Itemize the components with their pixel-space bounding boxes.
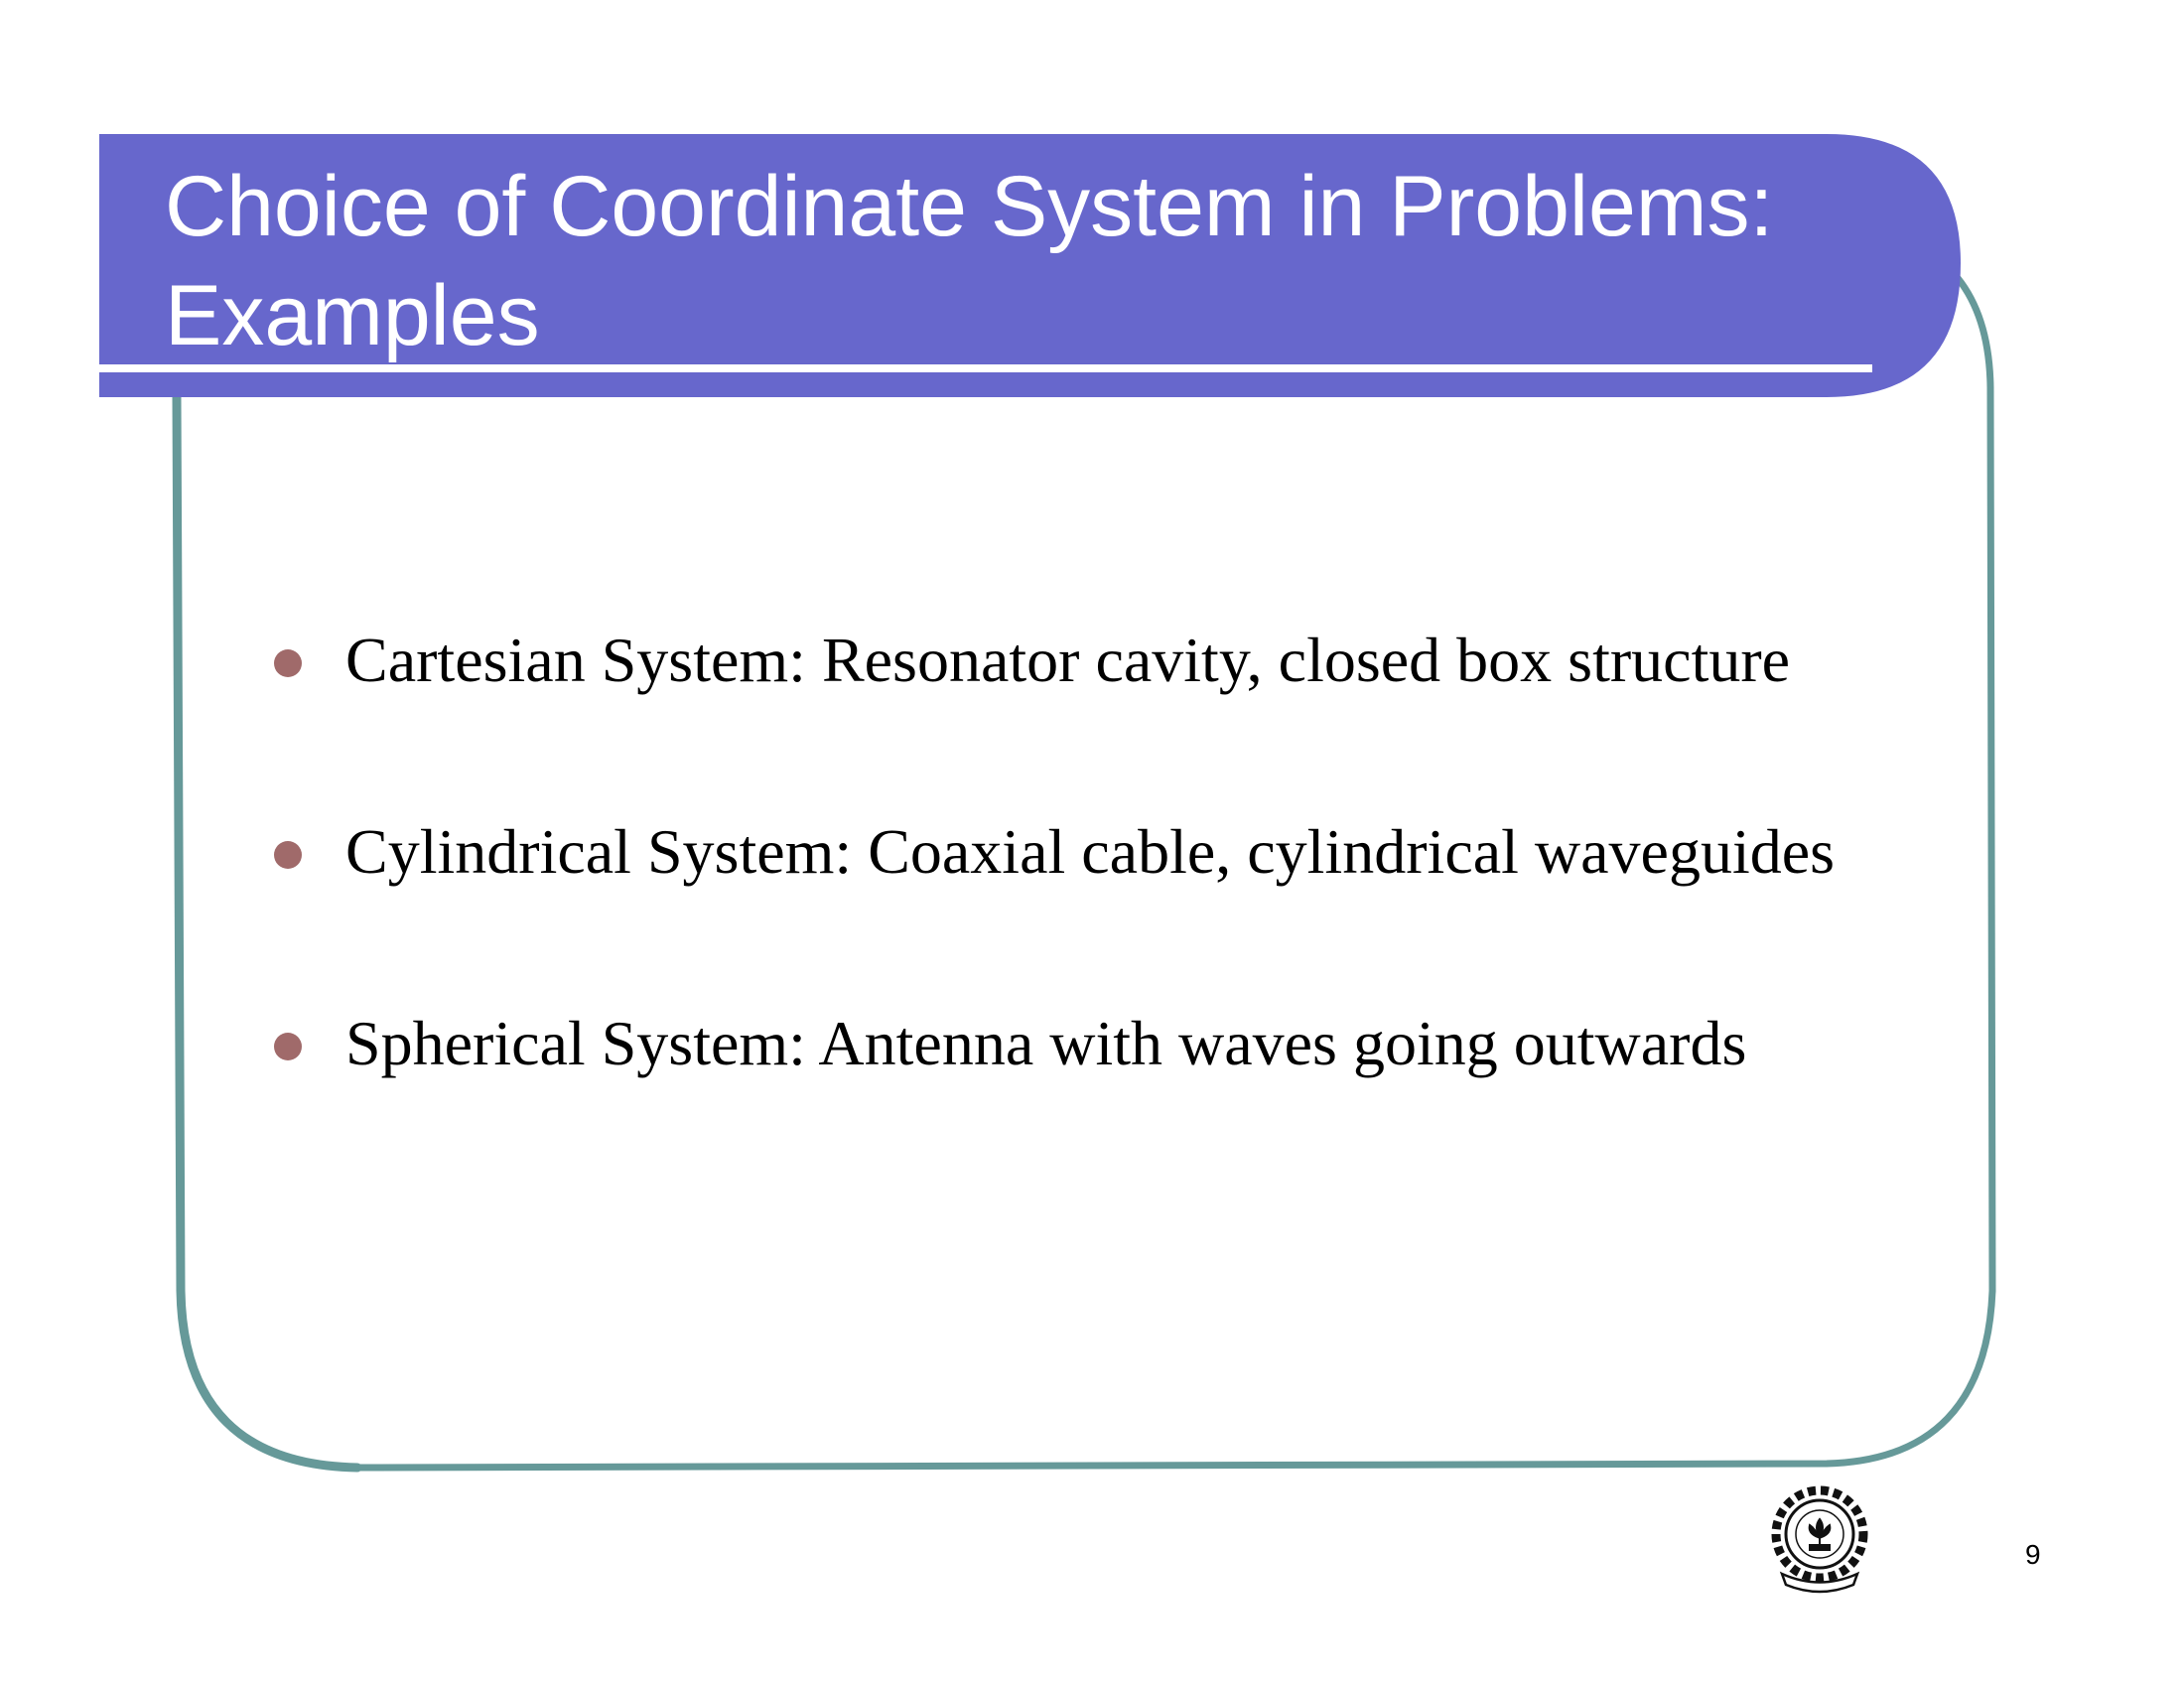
page-number: 9 (2025, 1539, 2041, 1570)
slide-title (165, 152, 1912, 370)
bullet-text: Cartesian System: Resonator cavity, closed box structure (345, 625, 1791, 695)
bullet-text: Cylindrical System: Coaxial cable, cylindrical waveguides (345, 816, 1836, 887)
title-block (99, 134, 1966, 402)
institute-seal-icon (1760, 1479, 1879, 1599)
bullet-dot-icon (274, 841, 302, 869)
bullet-text: Spherical System: Antenna with waves going outwards (345, 1008, 1747, 1078)
bullet-dot-icon (274, 1033, 302, 1060)
title-underline (99, 364, 1872, 372)
title-line-1: Choice of Coordinate System in Problems: (165, 159, 1774, 254)
bullet-dot-icon (274, 649, 302, 677)
title-line-2: Examples (165, 268, 540, 363)
